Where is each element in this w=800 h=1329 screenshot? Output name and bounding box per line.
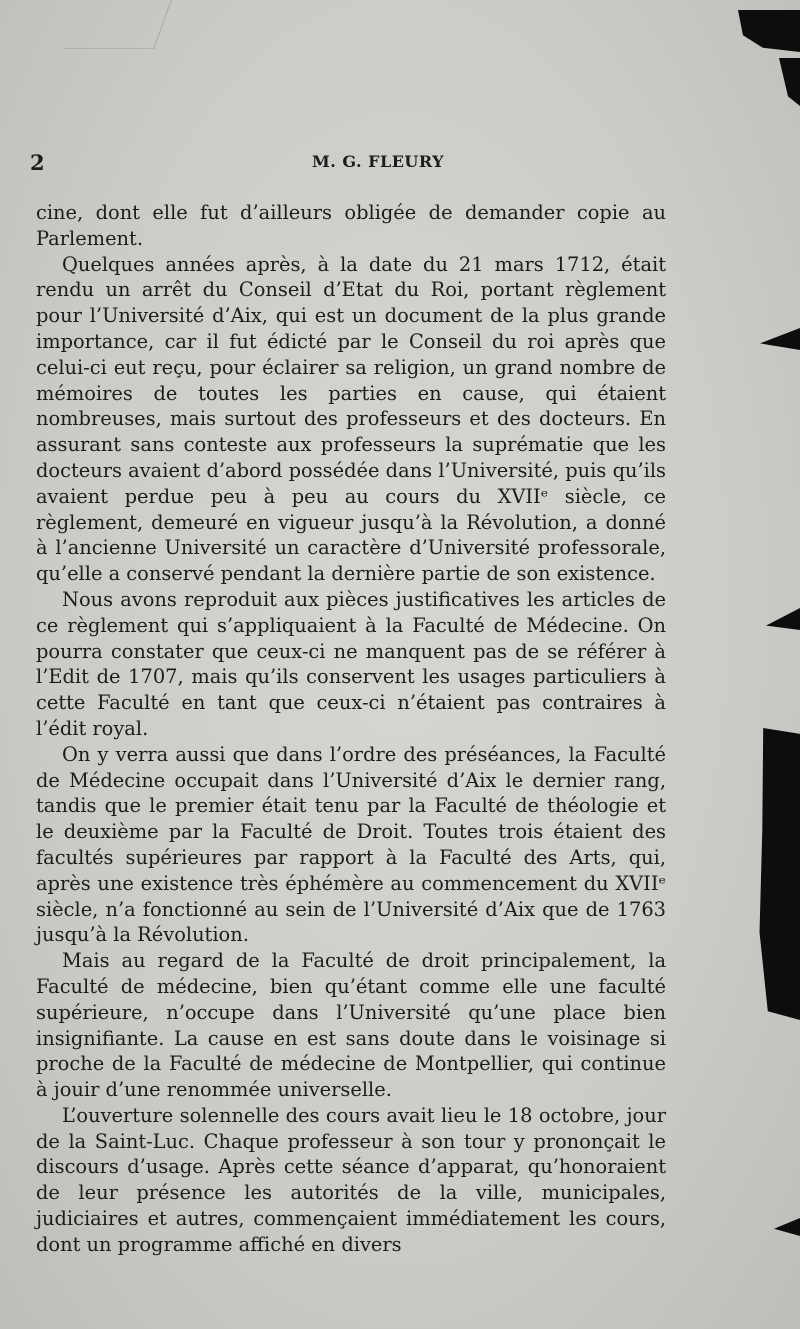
page-number: 2 <box>30 150 45 175</box>
paragraph: Mais au regard de la Faculté de droit principalement, la Faculté de médecine, bien qu’étant comme elle une faculté supérieure, n’occupe dans l’Université qu’une place bien insignifiante. La cause en est sans doute dans le voisinage si proche de la Faculté de médecine de Montpellier, qui continue à jouir d’une renommée universelle. <box>36 949 666 1102</box>
body-text <box>36 200 666 1258</box>
paragraph: Nous avons reproduit aux pièces justificatives les articles de ce règlement qui s’appliquaient à la Faculté de Médecine. On pourra constater que ceux-ci ne manquent pas de se référer à l’Edit de 1707, mais qu’ils conservent les usages particuliers à cette Faculté en tant que ceux-ci n’étaient pas contraires à l’édit royal. <box>36 587 666 740</box>
page-edge-mark-middle-2 <box>766 608 800 630</box>
page-edge-mark-middle-1 <box>760 328 800 350</box>
page-edge-mark-large <box>754 728 800 1020</box>
running-title: M. G. FLEURY <box>312 152 445 171</box>
page-edge-mark-top <box>738 10 800 52</box>
torn-corner-mark <box>63 0 172 49</box>
paragraph: On y verra aussi que dans l’ordre des préséances, la Faculté de Médecine occupait dans l’Université d’Aix le dernier rang, tandis que le premier était tenu par la Faculté de théologie et le deuxième par la Faculté de Droit. Toutes trois étaient des facultés supérieures par rapport à la Faculté des Arts, qui, après une existence très éphémère au commencement du XVIIᵉ siècle, n’a fonctionné au sein de l’Université d’Aix que de 1763 jusqu’à la Révolution. <box>36 742 666 947</box>
page-edge-mark-top-lower <box>770 58 800 106</box>
paragraph: L’ouverture solennelle des cours avait lieu le 18 octobre, jour de la Saint-Luc. Chaque professeur à son tour y prononçait le discours d’usage. Après cette séance d’apparat, qu’honoraient de leur présence les autorités de la ville, municipales, judiciaires et autres, commençaient immédiatement les cours, dont un programme affiché en divers <box>36 1103 666 1256</box>
page-edge-mark-bottom <box>774 1218 800 1236</box>
page-header <box>30 150 670 174</box>
paragraph: Quelques années après, à la date du 21 mars 1712, était rendu un arrêt du Conseil d’Etat du Roi, portant règlement pour l’Université d’Aix, qui est un document de la plus grande importance, car il fut édicté par le Conseil du roi après que celui-ci eut reçu, pour éclairer sa religion, un grand nombre de mémoires de toutes les parties en cause, qui étaient nombreuses, mais surtout des professeurs et des docteurs. En assurant sans conteste aux professeurs la suprématie que les docteurs avaient d’abord possédée dans l’Université, puis qu’ils avaient perdue peu à peu au cours du XVIIᵉ siècle, ce règlement, demeuré en vigueur jusqu’à la Révolution, a donné à l’ancienne Université un caractère d’Université professorale, qu’elle a conservé pendant la dernière partie de son existence. <box>36 252 666 586</box>
paragraph: cine, dont elle fut d’ailleurs obligée de demander copie au Parlement. <box>36 201 666 250</box>
